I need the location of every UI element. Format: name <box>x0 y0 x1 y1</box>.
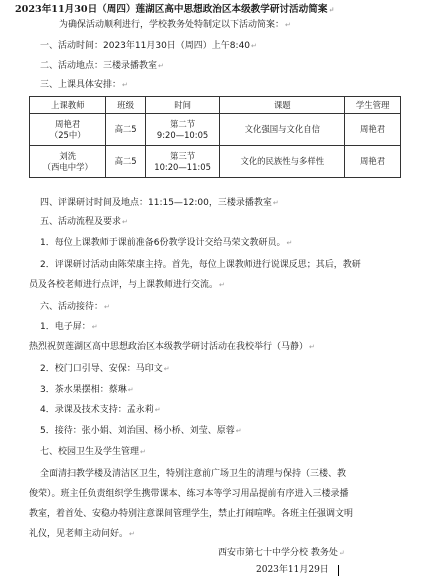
intro-text: 为确保活动顺利进行，学校教务处特制定以下活动简案： <box>59 20 285 30</box>
teacher-name: 周艳君 <box>55 118 81 129</box>
section-schedule-heading-text: 三、上课具体安排： <box>40 80 122 90</box>
campus-paragraph-text: 教室，着首处、安稳办特别注意课间管理学生，禁止打闹喧哗。各班主任强调文明 <box>29 509 354 519</box>
paragraph-mark: ↵ <box>122 218 128 226</box>
reception-banner-text <box>29 342 315 353</box>
class-cell: 高二5 <box>106 114 145 146</box>
paragraph-mark: ↵ <box>286 239 293 247</box>
time-cell <box>145 146 220 178</box>
footer-organization <box>218 548 345 559</box>
paragraph-mark: ↵ <box>338 549 345 557</box>
manager-cell: 周艳君 <box>345 114 401 146</box>
table-row <box>30 114 401 146</box>
teacher-cell <box>30 146 106 178</box>
period-label: 第二节 <box>170 118 196 129</box>
section-time <box>40 41 257 52</box>
topic-cell: 文化强国与文化自信 <box>220 114 345 146</box>
process-item-2-line-2 <box>29 280 225 291</box>
reception-item-4-text: 4．录课及技术支持：孟永莉 <box>40 405 154 415</box>
class-cell: 高二5 <box>106 146 145 178</box>
reception-item-1 <box>40 322 98 333</box>
section-review <box>40 198 279 209</box>
campus-paragraph-text: 全面清扫教学楼及清洁区卫生，特别注意前广场卫生的清理与保持（三楼、教 <box>40 469 347 479</box>
paragraph-mark: ↵ <box>104 303 110 311</box>
section-reception-heading-text: 六、活动接待： <box>40 302 104 312</box>
manager-cell: 周艳君 <box>345 146 401 178</box>
campus-paragraph-line-3 <box>29 509 353 520</box>
section-review-text: 四、评课研讨时间及地点：11:15—12:00，三楼录播教室 <box>40 198 272 208</box>
process-item-2-line-1 <box>40 260 361 271</box>
process-item-1-text: 1．每位上课教师于课前准备6份教学设计交给马荣文教研员。 <box>40 238 286 248</box>
time-cell <box>145 114 220 146</box>
paragraph-mark: ↵ <box>251 42 257 50</box>
teacher-school: （25中） <box>49 129 86 140</box>
section-process-heading-text: 五、活动流程及要求 <box>40 217 122 227</box>
table-header-cell: 课题 <box>220 97 345 114</box>
section-process-heading <box>40 217 128 228</box>
paragraph-mark: ↵ <box>158 62 164 70</box>
reception-item-3 <box>40 385 134 396</box>
table-header-cell: 学生管理 <box>345 97 401 114</box>
document-title-text: 2023年11月30日（周四）莲湖区高中思想政治区本级教学研讨活动简案 <box>15 4 328 15</box>
process-item-2-text: 员及各校老师进行点评，与上课教师进行交流。 <box>29 280 219 290</box>
section-location-text: 二、活动地点：三楼录播教室 <box>40 61 158 71</box>
paragraph-mark: ↵ <box>140 448 146 456</box>
intro-paragraph <box>59 20 291 31</box>
reception-item-3-text: 3．茶水果摆相：蔡琳 <box>40 385 127 395</box>
text-cursor <box>338 565 339 576</box>
section-location <box>40 61 164 72</box>
time-range: 10:20—11:05 <box>154 161 211 172</box>
reception-item-5 <box>40 426 242 437</box>
period-label: 第三节 <box>170 150 196 161</box>
paragraph-mark: ↵ <box>285 21 291 29</box>
banner-text: 热烈祝贺莲湖区高中思想政治区本级教学研讨活动在我校举行（马静） <box>29 342 309 352</box>
time-range: 9:20—10:05 <box>156 129 209 140</box>
reception-item-1-text: 1．电子屏： <box>40 322 91 332</box>
paragraph-mark: ↵ <box>154 406 161 414</box>
document-title <box>15 4 334 15</box>
table-row <box>30 146 401 178</box>
reception-item-2-text: 2．校门口引导、安保：马印文 <box>40 364 163 374</box>
table-header-cell: 时间 <box>145 97 220 114</box>
paragraph-mark: ↵ <box>127 386 134 394</box>
paragraph-mark: ↵ <box>129 530 135 538</box>
paragraph-mark: ↵ <box>163 365 170 373</box>
footer-organization-text: 西安市第七十中学分校 教务处 <box>218 548 338 558</box>
section-campus-heading <box>40 447 146 458</box>
teacher-school: （西电中学） <box>42 161 93 172</box>
paragraph-mark: ↵ <box>219 281 225 289</box>
schedule-table <box>29 96 401 178</box>
campus-paragraph-text: 礼仪，见老师主动问好。 <box>29 529 129 539</box>
footer-date <box>256 565 329 576</box>
paragraph-mark: ↵ <box>272 199 279 207</box>
paragraph-mark: ↵ <box>309 343 315 351</box>
reception-item-4 <box>40 405 161 416</box>
table-header-cell: 上课教师 <box>30 97 106 114</box>
paragraph-mark: ↵ <box>328 5 335 14</box>
paragraph-mark: ↵ <box>235 427 242 435</box>
teacher-cell <box>30 114 106 146</box>
section-time-text: 一、活动时间：2023年11月30日（周四）上午8:40 <box>40 41 251 51</box>
process-item-1 <box>40 238 292 249</box>
section-campus-heading-text: 七、校园卫生及学生管理 <box>40 447 140 457</box>
table-header-row <box>30 97 401 114</box>
paragraph-mark: ↵ <box>91 323 98 331</box>
campus-paragraph-line-2 <box>29 489 349 500</box>
paragraph-mark: ↵ <box>122 81 128 89</box>
footer-date-text: 2023年11月29日 <box>256 565 329 575</box>
reception-item-5-text: 5．接待：张小娟、刘治国、杨小桥、刘莹、原蓉 <box>40 426 235 436</box>
topic-cell: 文化的民族性与多样性 <box>220 146 345 178</box>
campus-paragraph-line-4 <box>29 529 135 540</box>
section-schedule-heading <box>40 80 128 91</box>
campus-paragraph-line-1 <box>40 469 346 480</box>
table-header-cell: 班级 <box>106 97 145 114</box>
reception-item-2 <box>40 364 170 375</box>
process-item-2-text: 2．评课研讨活动由陈荣康主持。首先，每位上课教师进行说课反思；其后，教研 <box>40 260 361 270</box>
teacher-name: 刘洗 <box>59 150 77 161</box>
section-reception-heading <box>40 302 110 313</box>
campus-paragraph-text: 俊荣）。班主任负责组织学生携带课本、练习本等学习用品提前有序进入三楼录播 <box>29 489 349 499</box>
